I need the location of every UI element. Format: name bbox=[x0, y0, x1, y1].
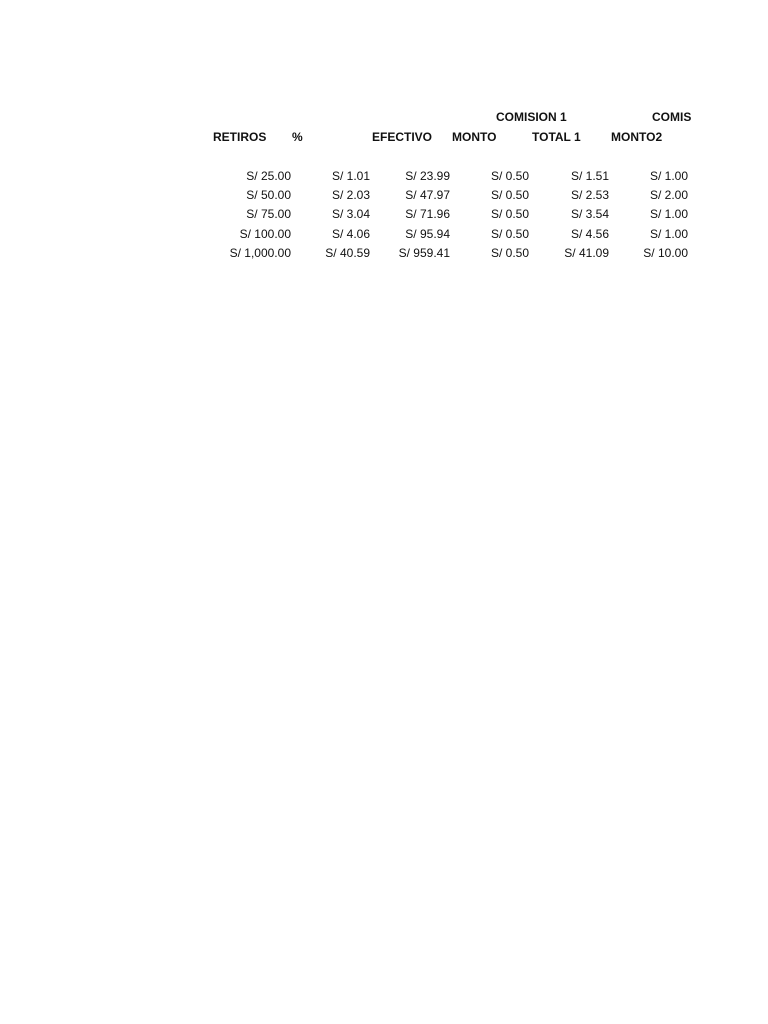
cell-monto2: S/ 1.00 bbox=[649, 207, 688, 221]
cell-monto: S/ 0.50 bbox=[490, 227, 529, 241]
cell-efectivo: S/ 23.99 bbox=[405, 169, 450, 183]
cell-retiros: S/ 100.00 bbox=[239, 227, 291, 241]
cell-percent: S/ 2.03 bbox=[331, 188, 370, 202]
cell-percent: S/ 1.01 bbox=[331, 169, 370, 183]
column-header-total-1: TOTAL 1 bbox=[532, 130, 581, 144]
cell-retiros: S/ 50.00 bbox=[246, 188, 291, 202]
cell-monto2: S/ 2.00 bbox=[649, 188, 688, 202]
group-header-comision-1: COMISION 1 bbox=[496, 110, 567, 124]
cell-monto2: S/ 1.00 bbox=[649, 169, 688, 183]
cell-efectivo: S/ 47.97 bbox=[405, 188, 450, 202]
cell-efectivo: S/ 959.41 bbox=[398, 246, 450, 260]
column-header-monto: MONTO bbox=[452, 130, 497, 144]
cell-monto2: S/ 10.00 bbox=[643, 246, 688, 260]
cell-total-1: S/ 2.53 bbox=[570, 188, 609, 202]
cell-total-1: S/ 41.09 bbox=[564, 246, 609, 260]
cell-monto: S/ 0.50 bbox=[490, 169, 529, 183]
group-header-comision-2: COMIS bbox=[652, 110, 692, 124]
cell-total-1: S/ 4.56 bbox=[570, 227, 609, 241]
cell-retiros: S/ 1,000.00 bbox=[229, 246, 291, 260]
column-header-percent: % bbox=[292, 130, 303, 144]
cell-total-1: S/ 1.51 bbox=[570, 169, 609, 183]
column-header-monto2: MONTO2 bbox=[611, 130, 663, 144]
cell-monto: S/ 0.50 bbox=[490, 246, 529, 260]
cell-percent: S/ 4.06 bbox=[331, 227, 370, 241]
cell-efectivo: S/ 95.94 bbox=[405, 227, 450, 241]
cell-percent: S/ 3.04 bbox=[331, 207, 370, 221]
cell-efectivo: S/ 71.96 bbox=[405, 207, 450, 221]
cell-monto2: S/ 1.00 bbox=[649, 227, 688, 241]
column-header-efectivo: EFECTIVO bbox=[372, 130, 433, 144]
cell-retiros: S/ 75.00 bbox=[246, 207, 291, 221]
cell-retiros: S/ 25.00 bbox=[246, 169, 291, 183]
column-header-retiros: RETIROS bbox=[213, 130, 267, 144]
cell-monto: S/ 0.50 bbox=[490, 207, 529, 221]
cell-monto: S/ 0.50 bbox=[490, 188, 529, 202]
cell-total-1: S/ 3.54 bbox=[570, 207, 609, 221]
cell-percent: S/ 40.59 bbox=[325, 246, 370, 260]
